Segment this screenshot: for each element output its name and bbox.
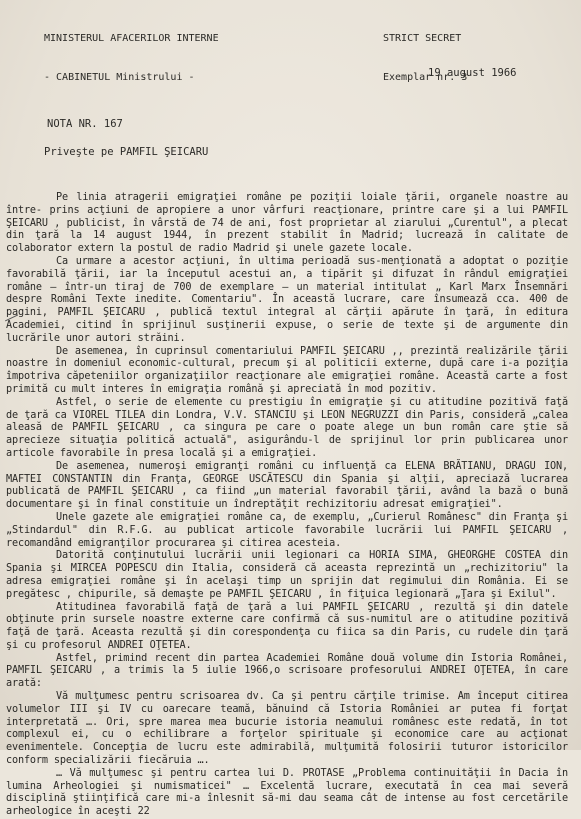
body-paragraph: De asemenea, în cuprinsul comentariului PAMFIL ŞEICARU ,, prezintă realizările ţării noastre în domeniul economic-cultural, precum şi al politicii externe, după care i-a poziţia împotriva căpeteniilor organizaţiilor reacţionare ale emigraţiei române. Această carte a fost primită cu mult interes în emigraţia română şi apreciată în mod pozitiv. bbox=[6, 345, 568, 395]
body-paragraph: Pe linia atragerii emigraţiei române pe poziţii loiale ţării, organele noastre au între- prins acţiuni de apropiere a unor vârfuri reacţionare, printre care şi a lui PAMFIL ŞEICARU , publicist, în vârstă de 74 de ani, fost proprietar al ziarului „Curentul", a plecat din ţară la 14 august 1944, în prezent stabilit în Madrid; lucrează în calitate de colaborator extern la postul de radio Madrid şi unele gazete locale. bbox=[6, 192, 568, 255]
cabinet-name: - CABINETUL Ministrului - bbox=[44, 72, 195, 83]
body-paragraph: Unele gazete ale emigraţiei române ca, de exemplu, „Curierul Românesc" din Franţa şi „Stindardul" din R.F.G. au publicat articole favorabile lucrării lui PAMFIL ŞEICARU , recomandând emigranţilor procurarea şi citirea acesteia. bbox=[6, 511, 568, 549]
body-paragraph: Astfel, o serie de elemente cu prestigiu în emigraţie şi cu atitudine pozitivă faţă de ţară ca VIOREL TILEA din Londra, V.V. STANCIU şi LEON NEGRUZZI din Paris, consideră „calea aleasă de PAMFIL ŞEICARU , ca singura pe care o poate alege un bun român care ştie să aprecieze situaţia politică actuală", asigurându-l de sprijinul lor prin publicarea unor articole favorabile în presa locală şi a emigraţiei. bbox=[6, 396, 568, 459]
copy-number: Exemplar nr. 3 bbox=[383, 72, 468, 83]
quoted-letter-paragraph: … Vă mulţumesc şi pentru cartea lui D. PROTASE „Problema continuităţii în Dacia în lumina Arheologiei şi numismaticei" … Excelentă lucrare, executată în cea mai severă disciplină ştiinţifică care mi-a înlesnit să-mi dau seama cât de intense au fost cercetările arheologice în aceşti 22 bbox=[6, 767, 568, 818]
ministry-name: MINISTERUL AFACERILOR INTERNE bbox=[44, 33, 219, 44]
subject-line: Priveşte pe PAMFIL ŞEICARU bbox=[44, 146, 209, 158]
body-paragraph: Astfel, primind recent din partea Academiei Române două volume din Istoria Românei, PAMFIL ŞEICARU , a trimis la 5 iulie 1966,o scrisoare profesorului ANDREI OŢETEA, în care arată: bbox=[6, 652, 568, 690]
body-paragraph: De asemenea, numeroşi emigranţi români cu influenţă ca ELENA BRĂTIANU, DRAGU ION, MAFTEI CONSTANTIN din Franţa, GEORGE USCĂTESCU din Spania şi alţii, apreciază lucrarea publicată de PAMFIL ŞEICARU , ca fiind „un material favorabil ţării, având la bază o bună documentare şi în final constituie un îndreptăţit rechizitoriu adresat emigraţiei". bbox=[6, 460, 568, 511]
quoted-letter-paragraph: Vă mulţumesc pentru scrisoarea dv. Ca şi pentru cărţile trimise. Am început citirea volumelor III şi IV cu oarecare teamă, bănuind că Istoria României ar putea fi forţat interpretată …. Ori, spre marea mea bucurie istoria neamului românesc este redată, în tot complexul ei, cu o echilibrare a forţelor spirituale şi economice care au acţionat evenimentele. Concepţia de lucru este admirabilă, mulţumită folosirii tuturor istoricilor conform specializării fiecăruia …. bbox=[6, 691, 568, 767]
note-number: NOTA NR. 167 bbox=[47, 118, 123, 130]
ministry-header bbox=[44, 6, 219, 110]
body-paragraph: Datorită conţinutului lucrării unii legionari ca HORIA SIMA, GHEORGHE COSTEA din Spania şi MIRCEA POPESCU din Italia, consideră că aceasta reprezintă un „rechizitoriu" la adresa emigraţiei române şi în acelaşi timp un sprijin dat regimului din România. Ei se pregătesc , chipurile, să demaşte pe PAMFIL ŞEICARU , în fiţuica legionară „Ţara şi Exilul". bbox=[6, 550, 568, 600]
document-body bbox=[6, 192, 568, 819]
classification-header bbox=[383, 6, 467, 110]
body-paragraph: Atitudinea favorabilă faţă de ţară a lui PAMFIL ŞEICARU , rezultă şi din datele obţinute prin sursele noastre externe care confirmă că sus-numitul are o atitudine pozitivă faţă de ţară. Aceasta rezultă şi din corespondenţa cu fiica sa din Paris, cu rudele din ţară şi cu profesorul ANDREI OŢETEA. bbox=[6, 601, 568, 651]
classification-label: STRICT SECRET bbox=[383, 33, 462, 44]
document-date: 19 august 1966 bbox=[428, 67, 517, 79]
body-paragraph: Ca urmare a acestor acţiuni, în ultima perioadă sus-menţionată a adoptat o poziţie favorabilă ţării, iar la începutul acestui an, a tipărit şi difuzat în rândul emigraţiei române – într-un tiraj de 700 de exemplare – un material intitulat „ Karl Marx Însemnări despre Români Texte inedite. Comentariu". În această lucrare, care însumează cca. 400 de pagini, PAMFIL ŞEICARU , publică textul integral al cărţii apărute în ţară, în editura Academiei, citind în sprijinul susţinerii expuse, o serie de texte şi de argumente din lucrările unor autori străini. bbox=[6, 255, 568, 344]
